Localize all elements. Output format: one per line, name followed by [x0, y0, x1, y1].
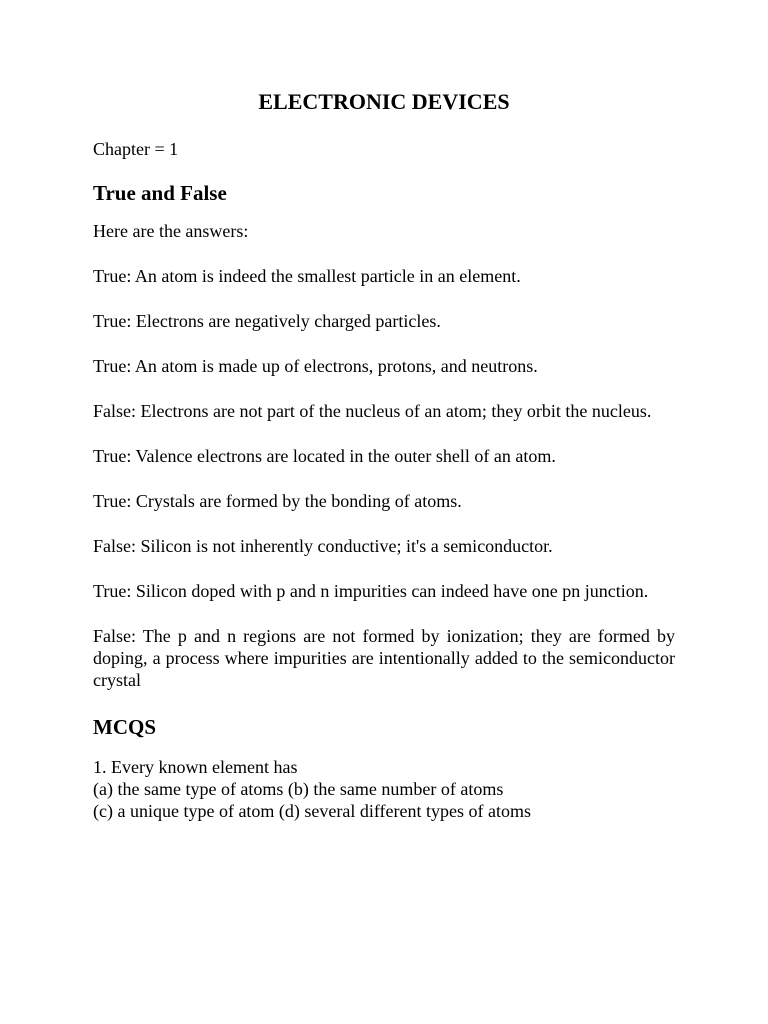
answer-item-2: True: Electrons are negatively charged particles. — [93, 311, 441, 331]
answer-item-6: True: Crystals are formed by the bonding of atoms. — [93, 491, 462, 511]
mcqs-heading: MCQS — [93, 715, 156, 739]
answers-intro: Here are the answers: — [93, 221, 249, 241]
chapter-label: Chapter = 1 — [93, 139, 179, 159]
answer-item-8: True: Silicon doped with p and n impurities can indeed have one pn junction. — [93, 581, 649, 601]
mcq-options-line-2: (c) a unique type of atom (d) several different types of atoms — [93, 801, 532, 821]
answer-item-1: True: An atom is indeed the smallest particle in an element. — [93, 266, 521, 286]
true-false-heading: True and False — [93, 181, 227, 205]
answer-item-5: True: Valence electrons are located in the outer shell of an atom. — [93, 446, 556, 466]
answer-item-4: False: Electrons are not part of the nucleus of an atom; they orbit the nucleus. — [93, 401, 652, 421]
mcq-question-text: 1. Every known element has — [93, 757, 298, 777]
mcq-question-1 — [93, 756, 675, 822]
answer-item-3: True: An atom is made up of electrons, protons, and neutrons. — [93, 356, 538, 376]
document-content — [93, 88, 675, 822]
mcq-options-line-1: (a) the same type of atoms (b) the same number of atoms — [93, 779, 504, 799]
document-title: ELECTRONIC DEVICES — [258, 89, 510, 114]
answer-item-9: False: The p and n regions are not formed by ionization; they are formed by doping, a process where impurities are intentionally added to the semiconductor crystal — [93, 626, 675, 690]
answer-item-7: False: Silicon is not inherently conductive; it's a semiconductor. — [93, 536, 553, 556]
